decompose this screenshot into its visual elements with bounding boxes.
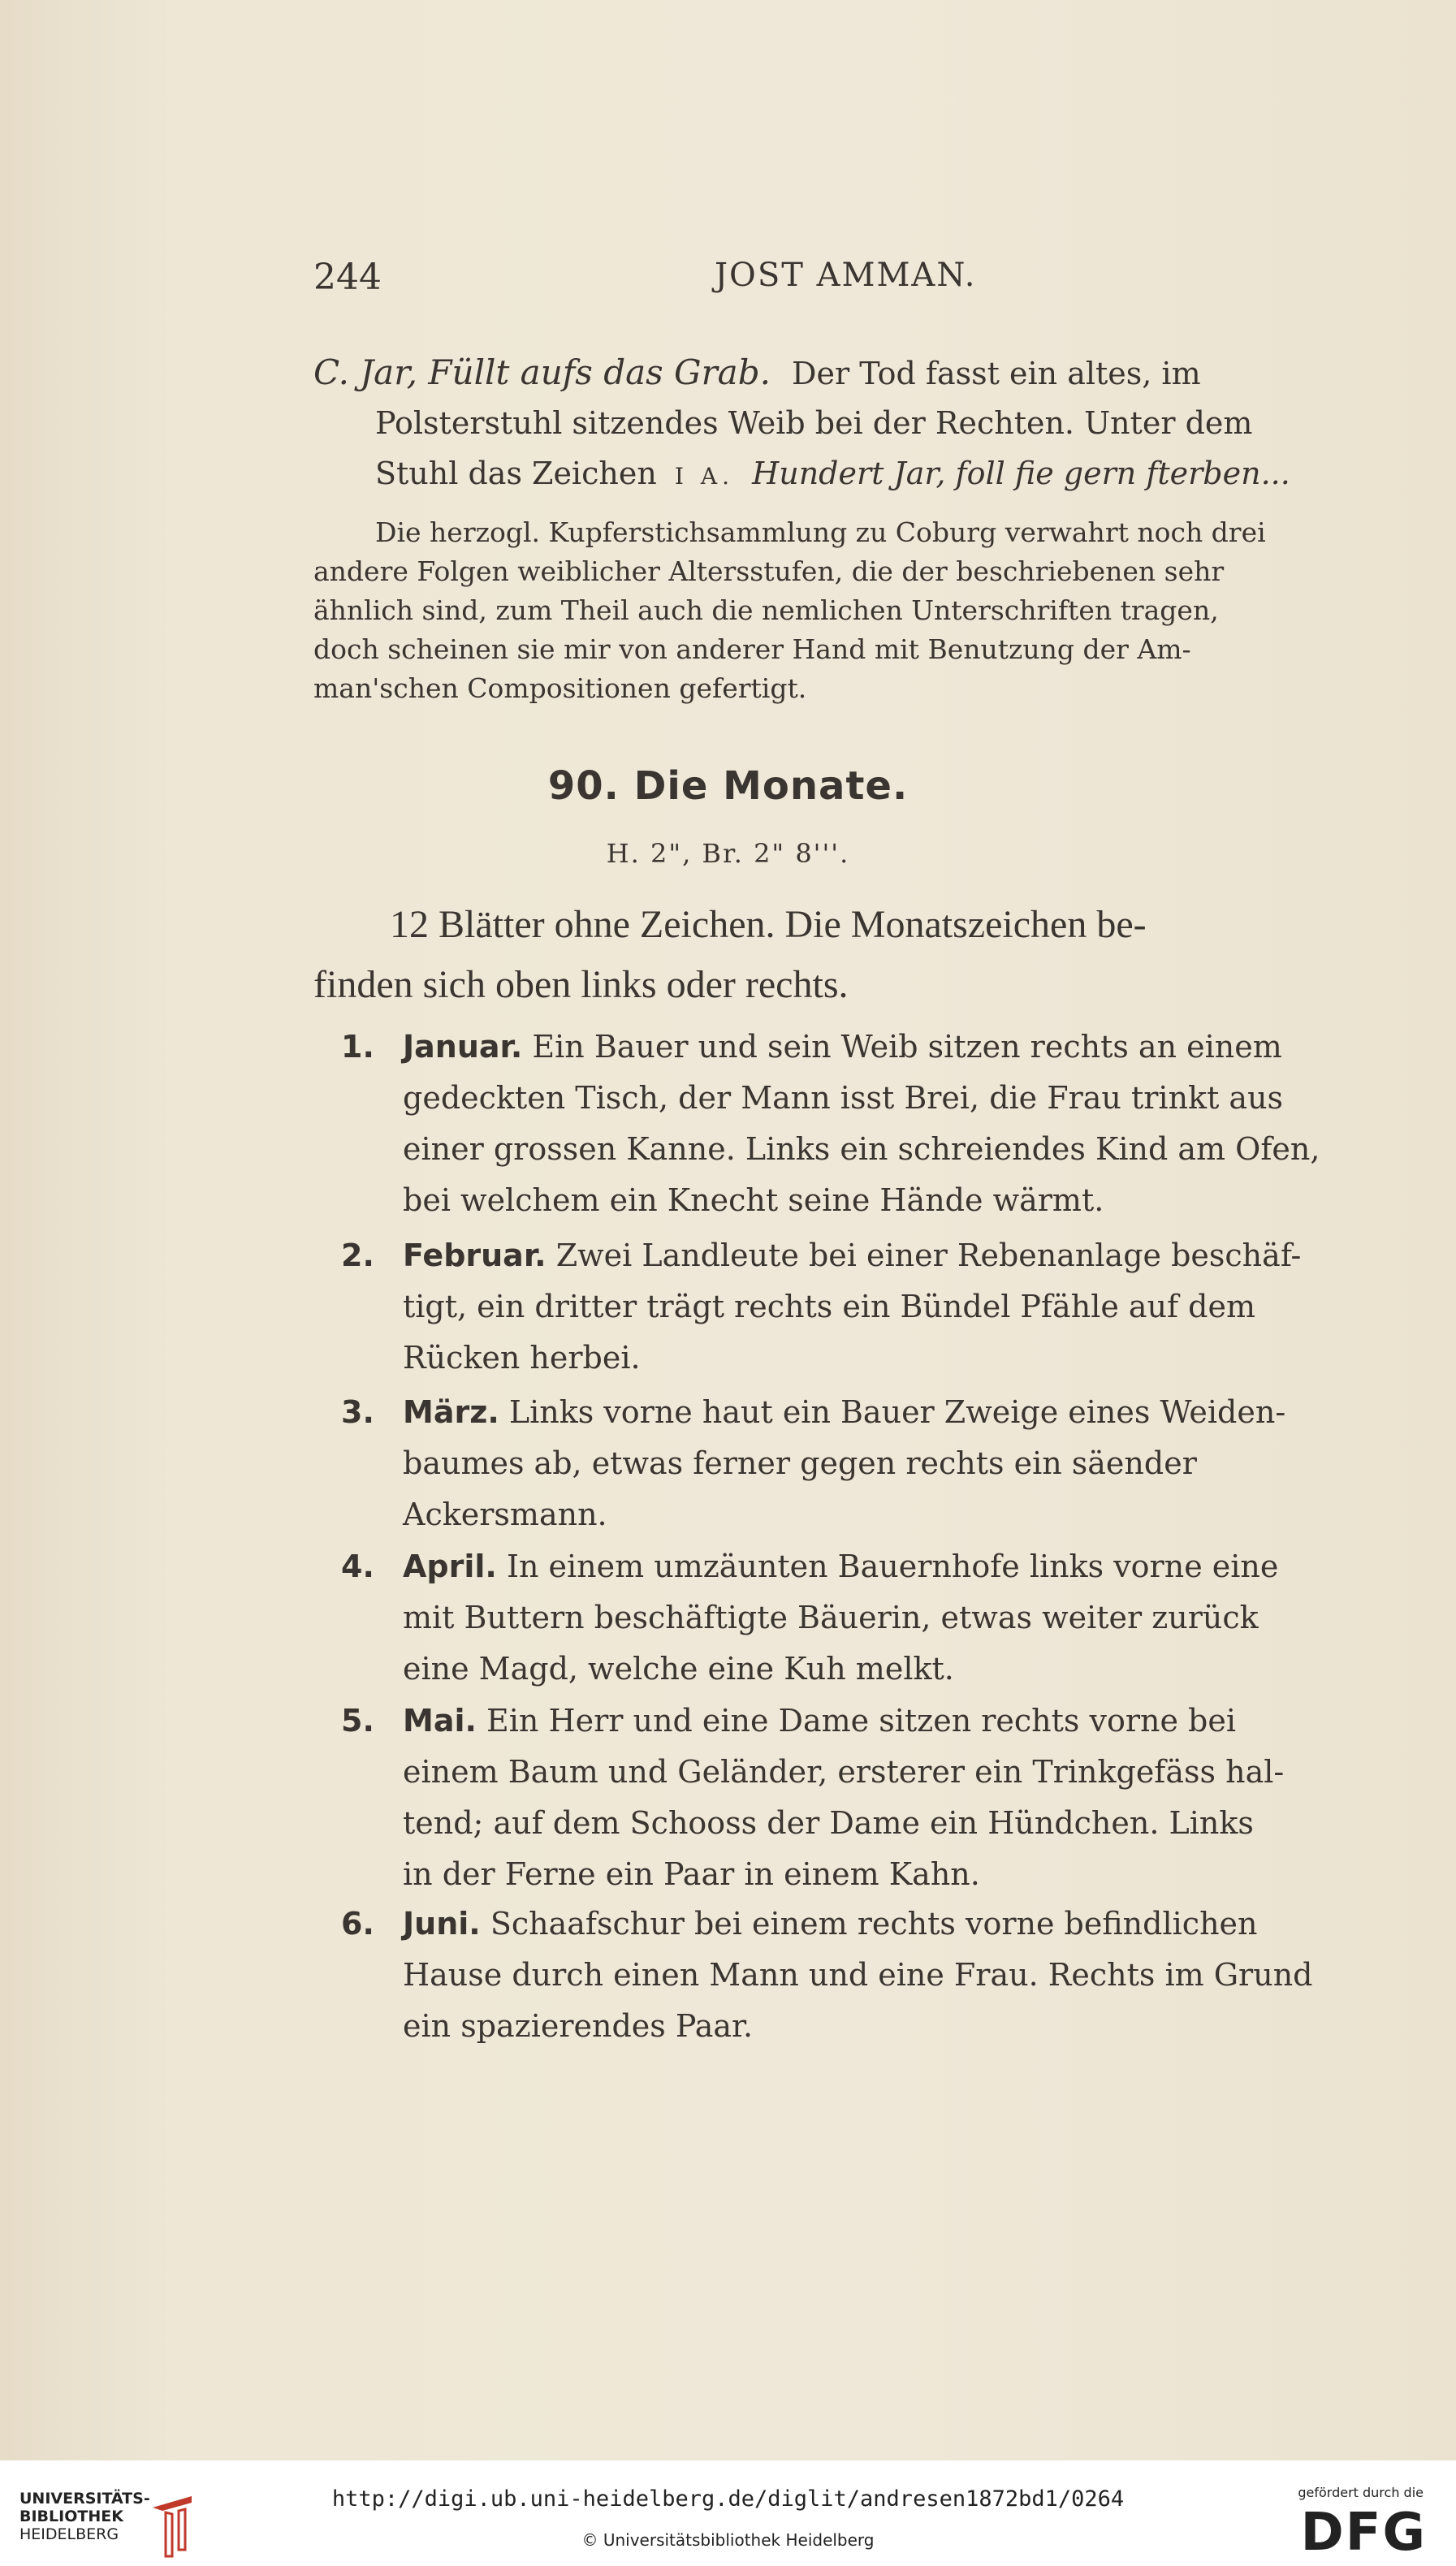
intro-line: 12 Blätter ohne Zeichen. Die Monatszeichen be- — [390, 903, 1147, 946]
entry-number: 4. — [341, 1549, 374, 1584]
note-line: ähnlich sind, zum Theil auch die nemlichen Unterschriften tragen, — [313, 594, 1219, 626]
entry-text: Ein Bauer und sein Weib sitzen rechts an einem — [532, 1029, 1282, 1065]
entry-text: einem Baum und Geländer, ersterer ein Trinkgefäss hal- — [403, 1754, 1285, 1790]
running-header — [313, 257, 1346, 305]
entry-text: Links vorne haut ein Bauer Zweige eines Weiden- — [508, 1394, 1286, 1430]
entry-number: 1. — [341, 1029, 374, 1065]
page-number: 244 — [313, 257, 382, 298]
entry-text: gedeckten Tisch, der Mann isst Brei, die Frau trinkt aus — [403, 1080, 1284, 1116]
permalink[interactable]: http://digi.ub.uni-heidelberg.de/diglit/andresen1872bd1/0264 — [331, 2486, 1125, 2512]
entry-text: tend; auf dem Schooss der Dame ein Hündchen. Links — [403, 1805, 1254, 1841]
month-name: März. — [403, 1394, 499, 1430]
entry-text: Ein Herr und eine Dame sitzen rechts vorne bei — [486, 1703, 1237, 1739]
entry-number: 6. — [341, 1906, 374, 1942]
entry-text: tigt, ein dritter trägt rechts ein Bündel Pfähle auf dem — [403, 1289, 1256, 1324]
entry-text: bei welchem ein Knecht seine Hände wärmt. — [403, 1182, 1104, 1218]
month-name: Februar. — [403, 1238, 547, 1273]
section-dimensions: H. 2", Br. 2" 8'''. — [606, 838, 850, 869]
inscription: Hundert Jar, foll fie gern fterben... — [752, 456, 1290, 491]
entry-text: Hause durch einen Mann und eine Frau. Rechts im Grund — [403, 1957, 1313, 1993]
copyright: © Universitätsbibliothek Heidelberg — [581, 2530, 875, 2550]
note-line: Die herzogl. Kupferstichsammlung zu Coburg verwahrt noch drei — [375, 516, 1266, 548]
month-name: April. — [403, 1549, 497, 1584]
entry-text: Ackersmann. — [403, 1497, 607, 1532]
entry-text: Zwei Landleute bei einer Rebenanlage beschäf- — [555, 1238, 1302, 1273]
dfg-logo: DFG — [1300, 2503, 1427, 2563]
viewer-footer — [0, 2460, 1456, 2566]
intro-line: finden sich oben links oder rechts. — [313, 963, 849, 1006]
library-name: UNIVERSITÄTS- BIBLIOTHEK HEIDELBERG — [19, 2490, 150, 2543]
funder-caption: gefördert durch die — [1298, 2485, 1424, 2500]
entry-number: 2. — [341, 1238, 374, 1273]
note-line: man'schen Compositionen gefertigt. — [313, 672, 807, 704]
entry-text: Stuhl das Zeichen — [375, 456, 657, 491]
entry-label: C. Jar, Füllt aufs das Grab. — [313, 352, 771, 392]
month-name: Juni. — [403, 1906, 481, 1942]
running-title: JOST AMMAN. — [715, 257, 977, 294]
entry-text: ein spazierendes Paar. — [403, 2008, 754, 2044]
month-name: Mai. — [403, 1703, 477, 1739]
entry-text: in der Ferne ein Paar in einem Kahn. — [403, 1856, 980, 1892]
entry-text: Der Tod fasst ein altes, im — [792, 356, 1201, 391]
entry-text: Rücken herbei. — [403, 1340, 641, 1376]
month-name: Januar. — [403, 1029, 523, 1065]
entry-text: Polsterstuhl sitzendes Weib bei der Rechten. Unter dem — [375, 405, 1253, 441]
entry-text: Schaafschur bei einem rechts vorne befindlichen — [490, 1906, 1258, 1942]
monogram-mark: I A. — [674, 463, 734, 490]
section-title: 90. Die Monate. — [547, 763, 909, 809]
note-line: doch scheinen sie mir von anderer Hand mit Benutzung der Am- — [313, 633, 1191, 665]
entry-text: eine Magd, welche eine Kuh melkt. — [403, 1651, 954, 1687]
entry-text: mit Buttern beschäftigte Bäuerin, etwas weiter zurück — [403, 1600, 1259, 1635]
entry-number: 5. — [341, 1703, 374, 1739]
note-line: andere Folgen weiblicher Altersstufen, die der beschriebenen sehr — [313, 555, 1225, 587]
entry-text: einer grossen Kanne. Links ein schreiendes Kind am Ofen, — [403, 1131, 1320, 1167]
entry-number: 3. — [341, 1394, 374, 1430]
entry-text: In einem umzäunten Bauernhofe links vorne eine — [506, 1549, 1279, 1584]
entry-text: baumes ab, etwas ferner gegen rechts ein säender — [403, 1445, 1197, 1481]
